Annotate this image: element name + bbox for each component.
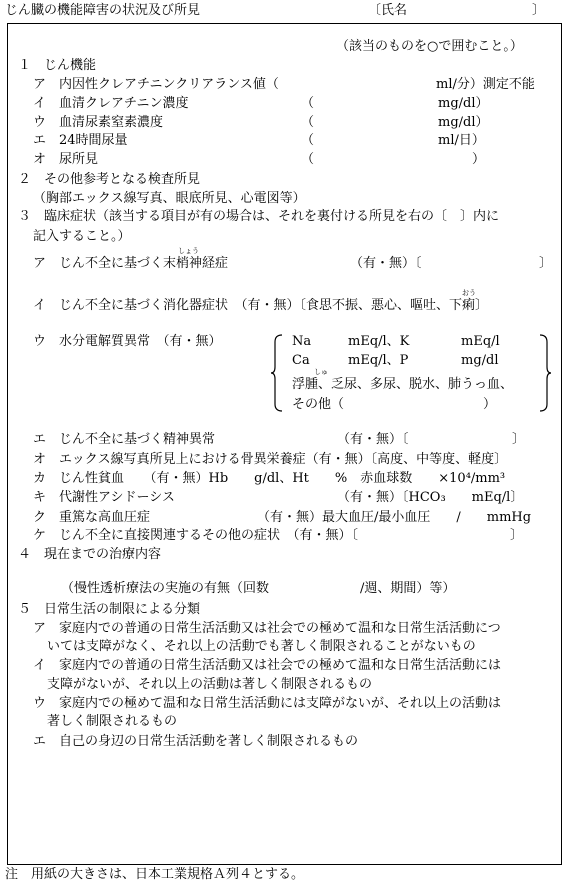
section-1-heading: １ じん機能 — [18, 58, 97, 73]
section-4-heading: ４ 現在までの治療内容 — [18, 547, 162, 562]
creatinine-clearance-label: ア 内因性クレアチニンクリアランス値（ — [33, 77, 279, 92]
section-3-heading: ３ 臨床症状（該当する項目が有の場合は、それを裏付ける所見を右の〔 〕内に — [18, 209, 500, 224]
other-symptoms-label: ケ じん不全に直接関連するその他の症状 （有・無）〔 — [33, 528, 359, 543]
na-label: Na — [292, 334, 312, 349]
section-5-heading: ５ 日常生活の制限による分類 — [18, 602, 201, 617]
section-2-heading: ２ その他参考となる検査所見 — [18, 172, 201, 187]
electrolyte-other-close: ） — [483, 397, 497, 412]
gi-symptoms-label: イ じん不全に基づく消化器症状 （有・無）〔食思不振、悪心、嘔吐、下痢〕 — [33, 298, 489, 313]
ruby-ou: おう — [462, 289, 476, 297]
ca-unit: mEq/l、P — [348, 353, 409, 368]
class-c-line1: ウ 家庭内での極めて温和な日常生活活動には支障がないが、それ以上の活動は — [33, 696, 502, 711]
section-4-detail: （慢性透析療法の実施の有無（回数 /週、期間）等） — [61, 581, 456, 596]
right-brace — [537, 334, 553, 412]
ruby-shu: しゅ — [314, 368, 328, 376]
class-a-line2: いては支障がなく、それ以上の活動でも著しく制限されることがないもの — [47, 639, 476, 654]
serum-creatinine-open: （ — [301, 96, 315, 111]
left-brace — [270, 334, 286, 412]
instruction-text: （該当のものを○で囲むこと。） — [336, 39, 523, 54]
psychiatric-choice: （有・無）〔 — [337, 432, 409, 447]
bun-unit: mg/dl） — [438, 115, 489, 130]
electrolyte-label: ウ 水分電解質異常 （有・無） — [33, 334, 222, 349]
hypertension-choice: （有・無）最大血圧/最小血圧 / mmHg — [257, 510, 532, 525]
p-unit: mg/dl — [461, 353, 499, 368]
creatinine-clearance-unit: ml/分）測定不能 — [436, 77, 535, 92]
class-b-line1: イ 家庭内での普通の日常生活活動又は社会での極めて温和な日常生活活動には — [33, 658, 502, 673]
osteodystrophy-label: オ エックス線写真所見上における骨異栄養症（有・無）〔高度、中等度、軽度〕 — [33, 452, 508, 467]
urine-volume-open: （ — [301, 133, 315, 148]
edema-symptoms: 浮腫、乏尿、多尿、脱水、肺うっ血、 — [292, 377, 514, 392]
footer-note: 注 用紙の大きさは、日本工業規格Ａ列４とする。 — [5, 867, 305, 882]
bun-open: （ — [301, 115, 315, 130]
section-2-detail: （胸部エックス線写真、眼底所見、心電図等） — [33, 191, 306, 206]
other-symptoms-close: 〕 — [510, 528, 524, 543]
urine-volume-unit: ml/日） — [438, 133, 485, 148]
urinalysis-label: オ 尿所見 — [33, 152, 99, 167]
class-b-line2: 支障がないが、それ以上の活動は著しく制限されるもの — [47, 677, 373, 692]
na-unit: mEq/l、K — [348, 334, 410, 349]
electrolyte-other: その他（ — [292, 397, 345, 412]
form-title: じん臓の機能障害の状況及び所見 — [5, 3, 201, 18]
class-a-line1: ア 家庭内での普通の日常生活活動又は社会での極めて温和な日常生活活動につ — [33, 621, 501, 636]
ruby-sho: しょう — [178, 247, 199, 255]
urine-volume-label: エ 24時間尿量 — [33, 133, 128, 148]
hypertension-label: ク 重篤な高血圧症 — [33, 510, 151, 525]
peripheral-neuropathy-choice: （有・無）〔 — [350, 256, 422, 271]
peripheral-neuropathy-label: ア じん不全に基づく末梢神経症 — [33, 256, 229, 271]
urinalysis-close: ） — [472, 152, 486, 167]
serum-creatinine-unit: mg/dl） — [438, 96, 489, 111]
name-close-bracket: 〕 — [532, 3, 546, 18]
name-label: 〔氏名 — [368, 3, 408, 18]
serum-creatinine-label: イ 血清クレアチニン濃度 — [33, 96, 189, 111]
psychiatric-label: エ じん不全に基づく精神異常 — [33, 432, 216, 447]
class-d-line1: エ 自己の身辺の日常生活活動を著しく制限されるもの — [33, 734, 359, 749]
k-unit: mEq/l — [461, 334, 500, 349]
peripheral-neuropathy-close: 〕 — [539, 256, 553, 271]
acidosis-label: キ 代謝性アシドーシス — [33, 490, 175, 505]
class-c-line2: 著しく制限されるもの — [47, 714, 178, 729]
acidosis-choice: （有・無）〔HCO₃ mEq/l〕 — [337, 490, 524, 505]
section-3-heading-cont: 記入すること。） — [33, 229, 131, 244]
urinalysis-open: （ — [301, 152, 315, 167]
ca-label: Ca — [292, 353, 310, 368]
psychiatric-close: 〕 — [512, 432, 526, 447]
bun-label: ウ 血清尿素窒素濃度 — [33, 115, 164, 130]
renal-anemia-label: カ じん性貧血 （有・無）Hb g/dl、Ht % 赤血球数 ×10⁴/mm³ — [33, 471, 506, 486]
